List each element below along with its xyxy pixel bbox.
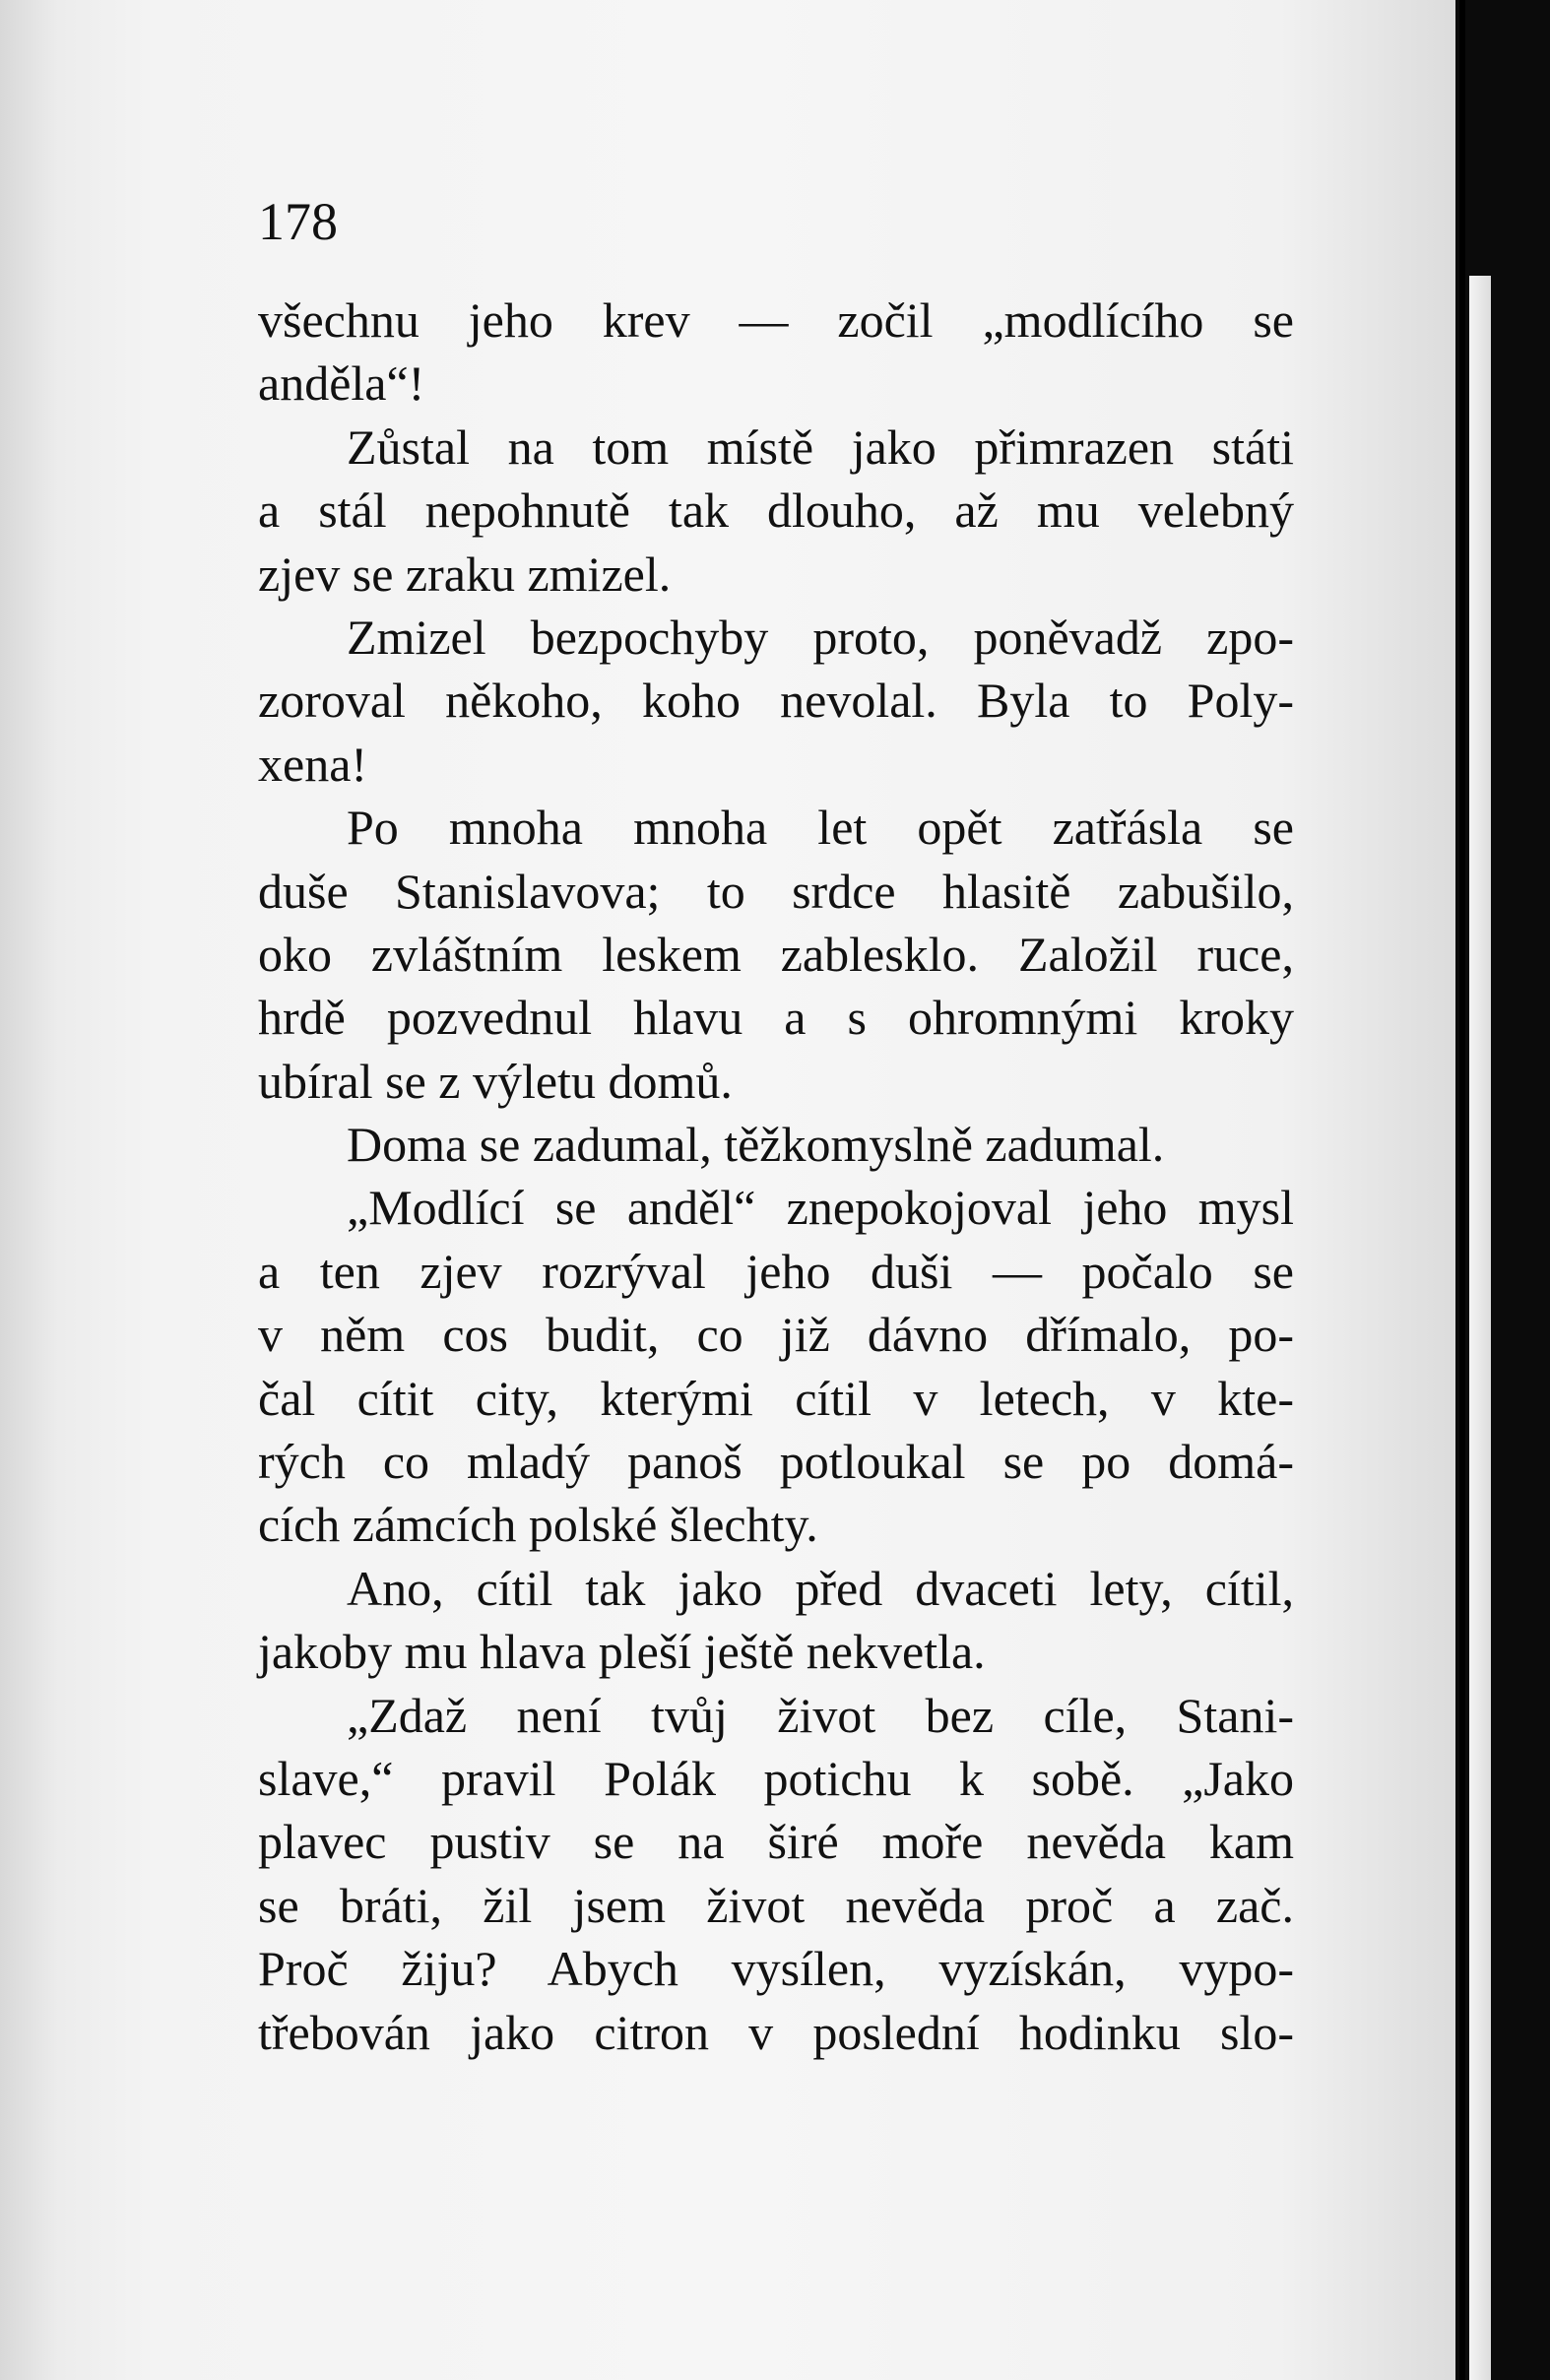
binding-edge xyxy=(1459,0,1465,2380)
adjacent-page-edge xyxy=(1469,276,1491,2380)
text-line: všechnu jeho krev — zočil „modlícího se xyxy=(258,292,1294,348)
text-line: a stál nepohnutě tak dlouho, až mu velebný xyxy=(258,482,1294,539)
text-line: xena! xyxy=(258,736,368,792)
text-line: „Modlící se anděl“ znepokojoval jeho mysl xyxy=(347,1180,1294,1236)
text-line: zjev se zraku zmizel. xyxy=(258,546,672,602)
text-line: Zmizel bezpochyby proto, poněvadž zpo- xyxy=(347,609,1294,665)
text-line: a ten zjev rozrýval jeho duši — počalo se xyxy=(258,1243,1294,1299)
text-line: třebován jako citron v poslední hodinku slo- xyxy=(258,2004,1294,2060)
text-line: čal cítit city, kterými cítil v letech, v kte- xyxy=(258,1370,1294,1426)
text-line: duše Stanislavova; to srdce hlasitě zabušilo, xyxy=(258,863,1294,919)
text-line: Doma se zadumal, těžkomyslně zadumal. xyxy=(347,1117,1165,1173)
body-text xyxy=(258,289,1294,2064)
page-number: 178 xyxy=(258,192,338,251)
text-line: rých co mladý panoš potloukal se po domá- xyxy=(258,1434,1294,1490)
text-line: „Zdaž není tvůj život bez cíle, Stani- xyxy=(347,1687,1294,1743)
text-line: oko zvláštním leskem zablesklo. Založil ruce, xyxy=(258,926,1294,982)
text-line: Po mnoha mnoha let opět zatřásla se xyxy=(347,800,1294,856)
text-line: v něm cos budit, co již dávno dřímalo, po- xyxy=(258,1307,1294,1363)
text-line: cích zámcích polské šlechty. xyxy=(258,1497,818,1553)
text-line: Proč žiju? Abych vysílen, vyzískán, vypo- xyxy=(258,1941,1294,1997)
text-line: ubíral se z výletu domů. xyxy=(258,1053,733,1109)
text-line: jakoby mu hlava pleší ještě nekvetla. xyxy=(258,1624,986,1680)
text-line: se bráti, žil jsem život nevěda proč a zač. xyxy=(258,1877,1294,1933)
text-line: slave,“ pravil Polák potichu k sobě. „Jako xyxy=(258,1750,1294,1806)
text-line: anděla“! xyxy=(258,355,425,412)
text-line: zoroval někoho, koho nevolal. Byla to Poly- xyxy=(258,673,1294,729)
text-line: Zůstal na tom místě jako přimrazen státi xyxy=(347,418,1294,475)
text-line: Ano, cítil tak jako před dvaceti lety, cítil, xyxy=(347,1560,1294,1616)
text-line: hrdě pozvednul hlavu a s ohromnými kroky xyxy=(258,990,1294,1046)
text-line: plavec pustiv se na širé moře nevěda kam xyxy=(258,1814,1294,1870)
